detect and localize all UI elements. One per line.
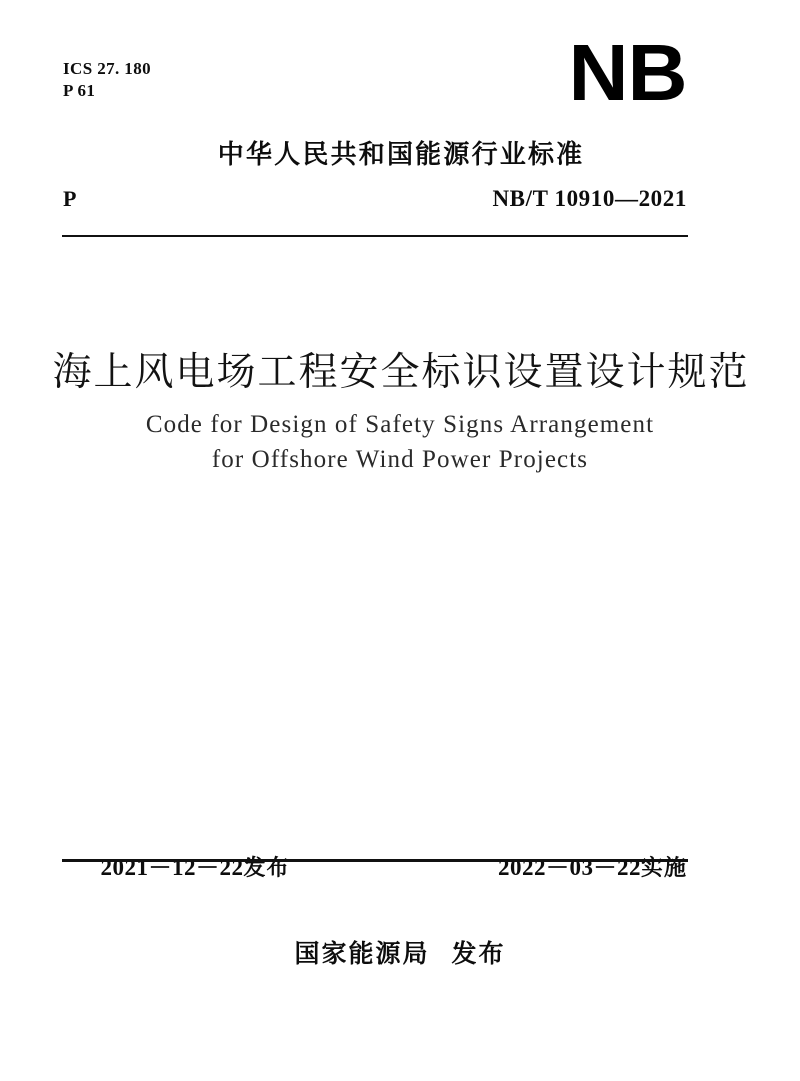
standard-identifier-row — [63, 186, 687, 212]
issuer-name: 国家能源局 — [294, 940, 430, 968]
issue-date-number: 2021－12－22 — [100, 855, 244, 880]
classification-code: P 61 — [63, 81, 96, 101]
title-english — [0, 407, 800, 477]
effective-date — [460, 823, 687, 908]
header-divider-rule — [62, 235, 688, 237]
nb-logo: NB — [568, 28, 687, 117]
effective-date-number: 2022－03－22 — [497, 855, 641, 880]
issue-date — [63, 823, 290, 908]
organization-line-text: 中华人民共和国能源行业标准 — [217, 139, 585, 169]
date-row — [63, 823, 687, 908]
title-chinese-text: 海上风电场工程安全标识设置设计规范 — [52, 351, 750, 394]
standard-class-letter: P — [63, 186, 77, 211]
ics-code: ICS 27. 180 — [63, 59, 151, 78]
ics-code-block — [63, 58, 151, 102]
issue-date-label: 发布 — [243, 855, 290, 880]
title-english-line-2: for Offshore Wind Power Projects — [211, 446, 589, 473]
title-chinese — [0, 341, 800, 397]
issuer-line — [0, 934, 800, 970]
issuer-action: 发布 — [451, 940, 506, 968]
title-english-line-1: Code for Design of Safety Signs Arrangement — [145, 411, 655, 438]
standard-number: NB/T 10910—2021 — [492, 186, 687, 211]
footer-divider-rule — [62, 859, 688, 862]
effective-date-label: 实施 — [640, 855, 687, 880]
organization-line — [0, 134, 800, 171]
